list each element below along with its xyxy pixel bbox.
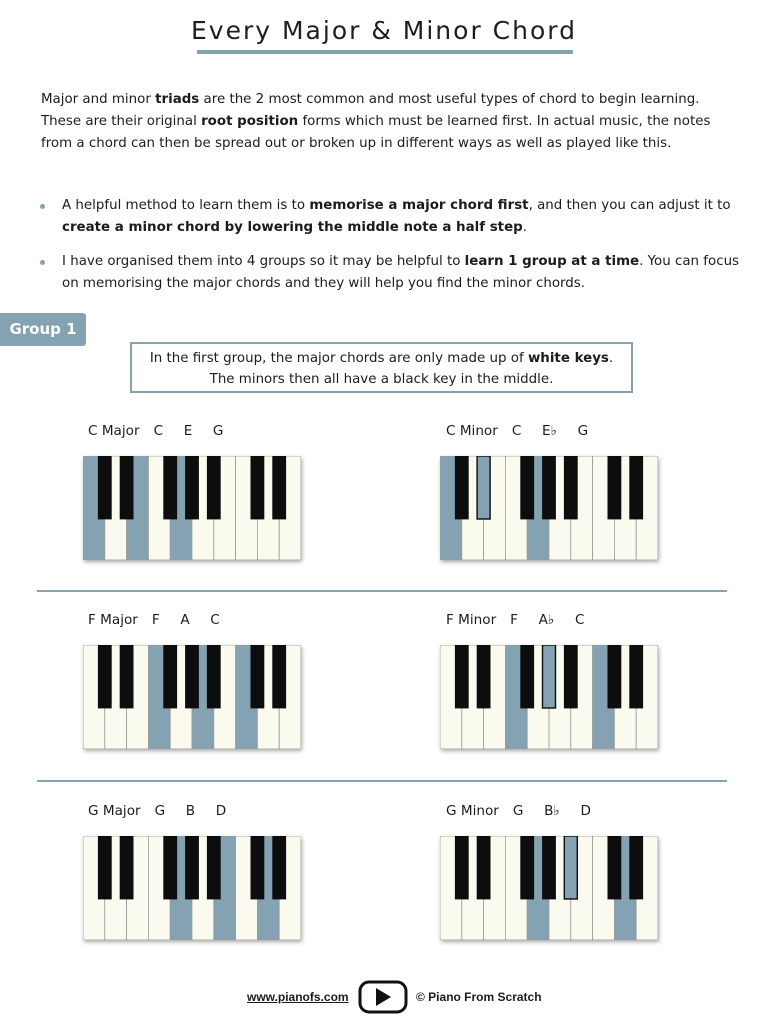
black-key [207,836,220,899]
chord-label-c-minor [446,423,588,439]
black-key [455,836,468,899]
black-key [564,645,577,708]
black-key [207,456,220,519]
group-label: Group 1 [0,313,86,346]
black-key [120,645,133,708]
keyboard-f-minor [440,645,658,749]
emphasis-text: memorise a major chord first [309,198,529,213]
chord-name: C Major [88,423,140,439]
copyright-text: © Piano From Scratch [416,990,542,1004]
black-key [251,456,264,519]
youtube-play-icon[interactable] [358,980,408,1014]
black-key [564,456,577,519]
black-key [273,456,286,519]
chord-notes: F A♭ C [510,612,585,628]
chord-name: F Major [88,612,138,628]
black-key [98,645,111,708]
emphasis-text: root position [201,114,299,129]
chord-notes: G B♭ D [512,803,591,819]
keyboard-c-major [83,456,301,560]
piano-keyboard-icon [440,645,658,749]
emphasis-text: create a minor chord by lowering the middle note a half step [62,220,523,235]
chord-name: G Major [88,803,141,819]
emphasis-text: white keys [527,351,609,366]
chord-notes: G B D [154,803,227,819]
bullet-dot-icon [40,260,45,265]
black-key [186,836,199,899]
black-key [273,836,286,899]
chord-notes: F A C [151,612,220,628]
black-key [477,645,490,708]
black-key [543,836,556,899]
bullet-dot-icon [40,204,45,209]
black-key [608,456,621,519]
black-key-highlighted [477,456,490,519]
black-key [164,645,177,708]
page-title: Every Major & Minor Chord [191,16,577,45]
black-key [455,645,468,708]
black-key [98,456,111,519]
tip-item [40,251,740,295]
black-key [630,836,643,899]
chord-label-g-major [88,803,226,819]
black-key [608,836,621,899]
piano-keyboard-icon [440,456,658,560]
black-key [521,645,534,708]
black-key-highlighted [564,836,577,899]
black-key [98,836,111,899]
black-key [608,645,621,708]
black-key [164,836,177,899]
chord-name: G Minor [446,803,499,819]
black-key [207,645,220,708]
chord-name: C Minor [446,423,498,439]
black-key [477,836,490,899]
piano-keyboard-icon [83,456,301,560]
tip-item [40,195,740,239]
chord-label-g-minor [446,803,591,819]
tip-text: I have organised them into 4 groups so it may be helpful to learn 1 group at a time. You can focus on memorising the major chords and they will help you find the minor chords. [62,254,740,291]
intro-paragraph: Major and minor triads are the 2 most common and most useful types of chord to begin learning. These are their original root position forms which must be learned first. In actual music, the notes from a chord can then be spread out or broken up in different ways as well as played like this. [41,92,711,151]
group-note-box: In the first group, the major chords are only made up of white keys. The minors then all have a black key in the middle. [130,342,633,393]
section-divider [37,780,727,782]
black-key [120,836,133,899]
black-key [521,836,534,899]
chord-label-f-major [88,612,220,628]
black-key [630,456,643,519]
piano-keyboard-icon [440,836,658,940]
emphasis-text: learn 1 group at a time [464,254,640,269]
emphasis-text: triads [155,92,200,107]
chord-notes: C E G [153,423,224,439]
chord-label-f-minor [446,612,584,628]
website-link[interactable]: www.pianofs.com [247,990,349,1004]
black-key-highlighted [543,645,556,708]
black-key [630,645,643,708]
chord-name: F Minor [446,612,497,628]
section-divider [37,590,727,592]
black-key [455,456,468,519]
keyboard-f-major [83,645,301,749]
keyboard-g-major [83,836,301,940]
black-key [273,645,286,708]
black-key [186,645,199,708]
piano-keyboard-icon [83,645,301,749]
black-key [543,456,556,519]
title-underline [197,50,573,54]
tips-list [40,195,740,307]
tip-text: A helpful method to learn them is to memorise a major chord first, and then you can adjust it to create a minor chord by lowering the middle note a half step. [62,198,731,235]
black-key [521,456,534,519]
black-key [251,836,264,899]
black-key [164,456,177,519]
piano-keyboard-icon [83,836,301,940]
chord-label-c-major [88,423,223,439]
black-key [251,645,264,708]
chord-notes: C E♭ G [511,423,589,439]
keyboard-g-minor [440,836,658,940]
black-key [186,456,199,519]
keyboard-c-minor [440,456,658,560]
black-key [120,456,133,519]
